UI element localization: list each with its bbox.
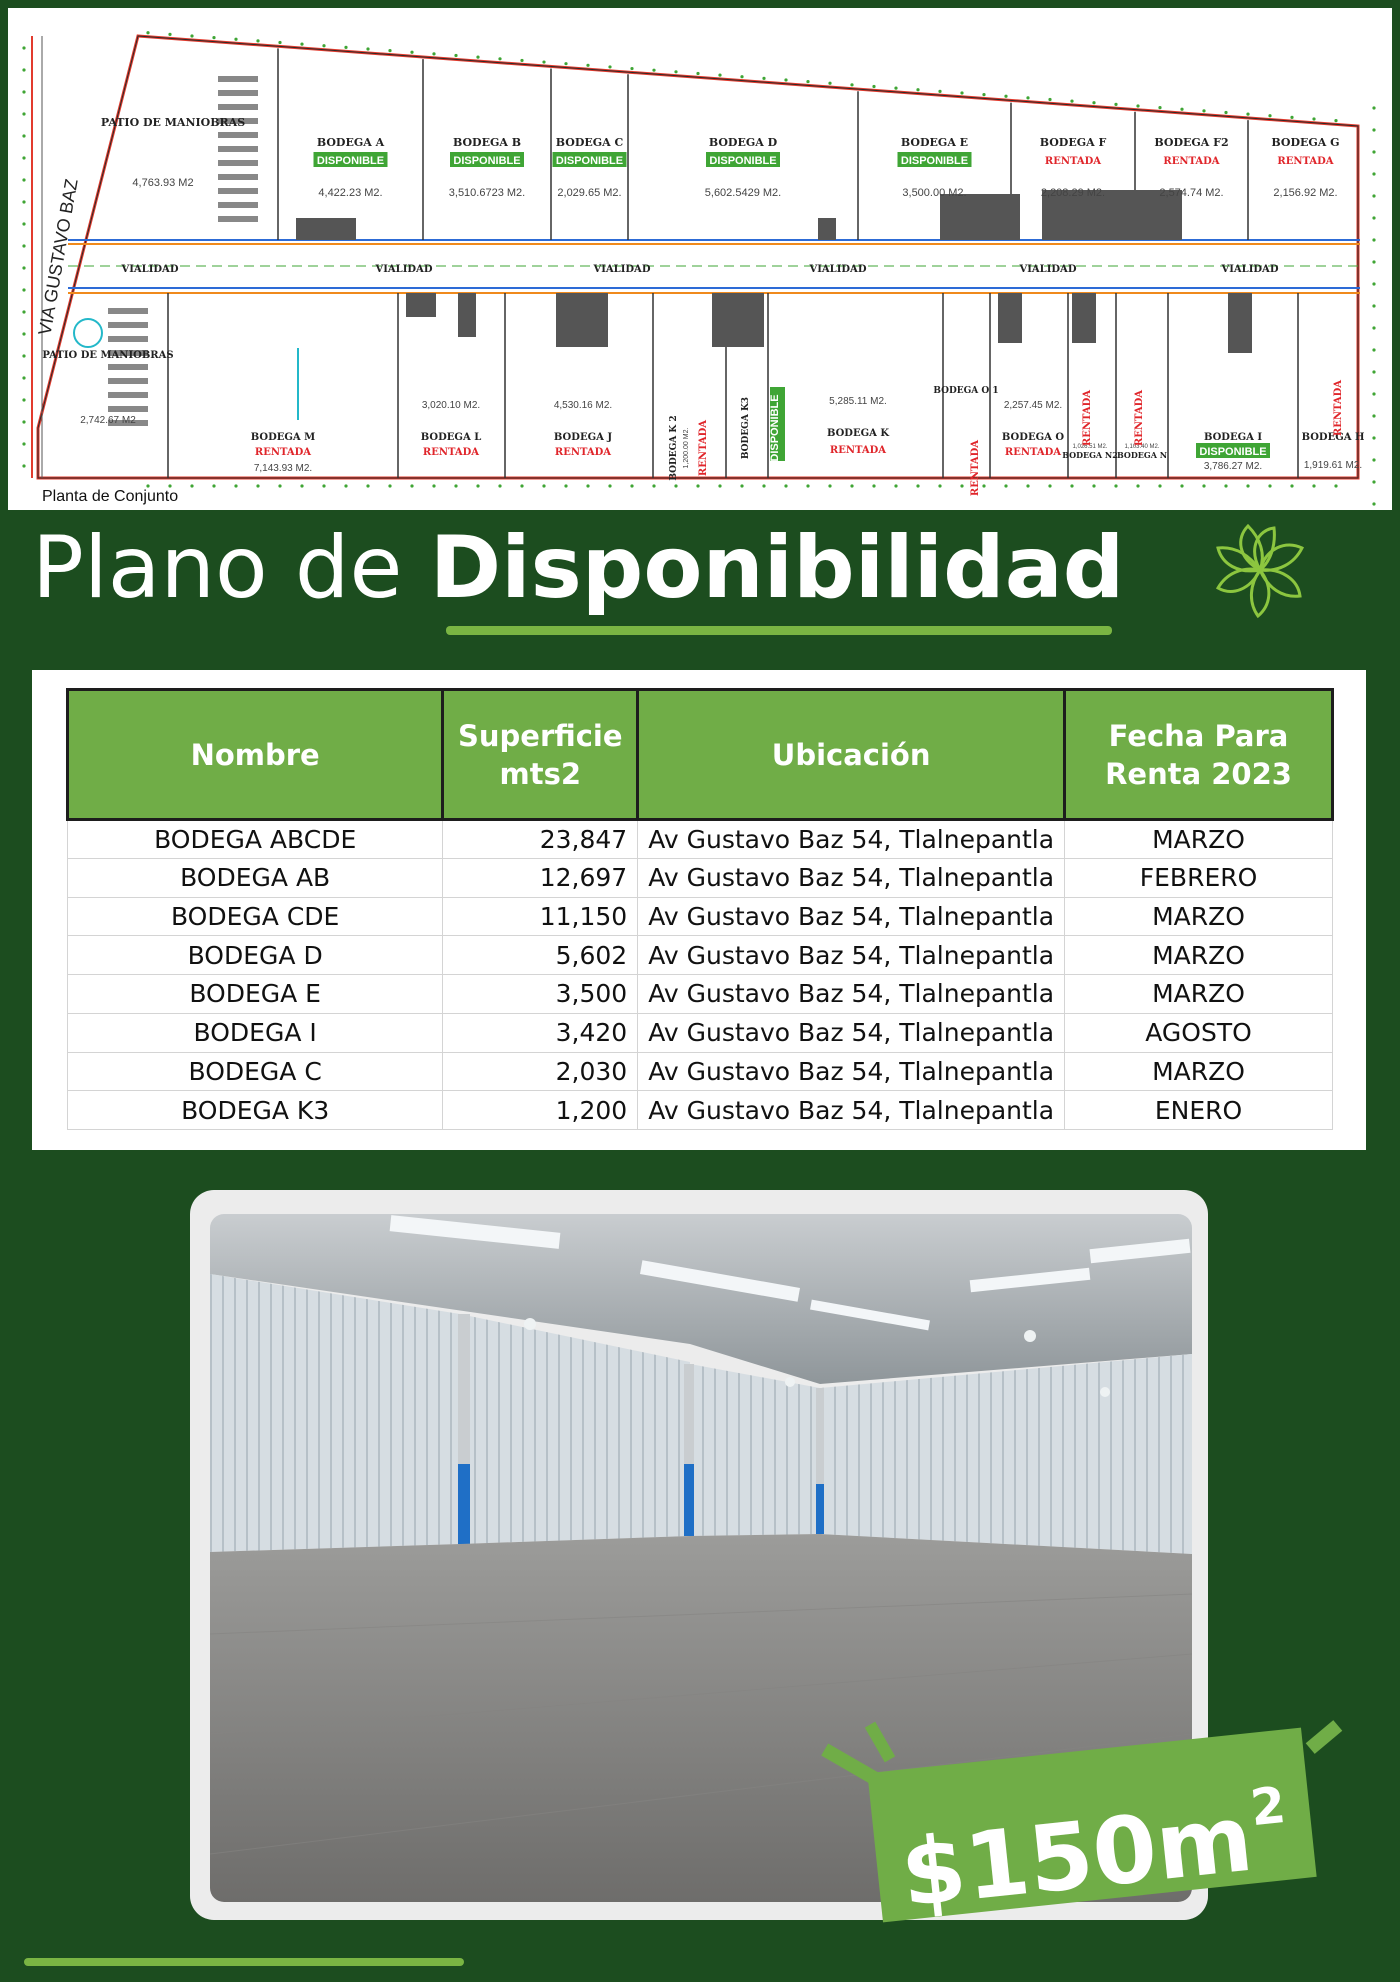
- plan-bodega-name: BODEGA L: [420, 432, 482, 443]
- cell-fecha: MARZO: [1065, 897, 1333, 936]
- plan-road-label: VIALIDAD: [593, 264, 651, 275]
- plan-bodega-area: 2,156.92 M2.: [1273, 187, 1338, 199]
- cell-superficie: 12,697: [443, 858, 638, 897]
- plan-bodega-area: 1,103.40 M2.: [1124, 444, 1160, 450]
- plan-bodega-status: RENTADA: [422, 447, 480, 458]
- plan-bodega-area: 2,574.74 M2.: [1159, 187, 1224, 199]
- price-amount: $150m: [896, 1784, 1258, 1928]
- table-row: [68, 1052, 1333, 1091]
- plan-bodega-area: 3,510.6723 M2.: [448, 187, 526, 199]
- plan-bodega-status: DISPONIBLE: [709, 155, 777, 167]
- plan-bodega-name: BODEGA K 2: [669, 415, 679, 481]
- plan-bodega-name: BODEGA H: [1301, 432, 1365, 443]
- plan-bodega-area: 2,029.65 M2.: [557, 187, 622, 199]
- plan-bodega-area: 1,026.51 M2.: [1072, 444, 1108, 450]
- plan-bodega-name: BODEGA K3: [741, 396, 751, 460]
- cell-superficie: 3,420: [443, 1013, 638, 1052]
- plan-bodega-name: BODEGA I: [1203, 432, 1263, 443]
- cell-ubicacion: Av Gustavo Baz 54, Tlalnepantla: [638, 1013, 1065, 1052]
- cell-nombre: BODEGA I: [68, 1013, 443, 1052]
- plan-bodega-status: RENTADA: [829, 445, 887, 456]
- plan-bodega-status: RENTADA: [1163, 156, 1220, 167]
- plan-bodega-status: RENTADA: [554, 447, 612, 458]
- plan-bodega-name: BODEGA M: [250, 432, 316, 443]
- plan-bodega-status: RENTADA: [1277, 156, 1334, 167]
- page-title-bold: Disponibilidad: [429, 518, 1125, 618]
- plan-bodega-name: BODEGA D: [708, 136, 778, 149]
- cell-fecha: MARZO: [1065, 936, 1333, 975]
- badge-burst-right: [1306, 1720, 1343, 1754]
- cell-superficie: 2,030: [443, 1052, 638, 1091]
- plan-bodega-status: DISPONIBLE: [900, 155, 969, 167]
- cell-ubicacion: Av Gustavo Baz 54, Tlalnepantla: [638, 858, 1065, 897]
- table-row: [68, 975, 1333, 1014]
- table-row: [68, 820, 1333, 859]
- plan-bodega-name: BODEGA N: [1116, 450, 1168, 460]
- cell-fecha: MARZO: [1065, 975, 1333, 1014]
- plan-bodega-area: 5,602.5429 M2.: [704, 187, 782, 199]
- plan-bodega-name: BODEGA G: [1271, 136, 1340, 149]
- availability-table-card: [32, 670, 1366, 1150]
- cell-superficie: 5,602: [443, 936, 638, 975]
- plan-road-label: VIALIDAD: [375, 264, 433, 275]
- plan-road-label: VIALIDAD: [1221, 264, 1279, 275]
- price-exponent: 2: [1247, 1775, 1289, 1838]
- plan-bodega-area: 1,919.61 M2.: [1303, 460, 1363, 471]
- plan-bodega-area: 3,786.27 M2.: [1203, 461, 1263, 472]
- plan-bodega-status: RENTADA: [1044, 156, 1102, 167]
- cell-ubicacion: Av Gustavo Baz 54, Tlalnepantla: [638, 897, 1065, 936]
- cell-ubicacion: Av Gustavo Baz 54, Tlalnepantla: [638, 1091, 1065, 1130]
- cell-ubicacion: Av Gustavo Baz 54, Tlalnepantla: [638, 820, 1065, 859]
- cell-fecha: ENERO: [1065, 1091, 1333, 1130]
- plan-patio-top-area: 4,763.93 M2: [132, 177, 194, 189]
- plan-bodega-name: BODEGA A: [316, 136, 385, 149]
- plan-bodega-name: BODEGA O: [1001, 432, 1065, 443]
- plan-bodega-area: 3,500.00 M2.: [902, 187, 967, 199]
- plan-bodega-status: DISPONIBLE: [316, 155, 385, 167]
- table-row: [68, 858, 1333, 897]
- plan-bodega-name: BODEGA O 1: [933, 386, 999, 396]
- cell-ubicacion: Av Gustavo Baz 54, Tlalnepantla: [638, 936, 1065, 975]
- plan-bodega-area: 2,208.29 M2.: [1040, 187, 1106, 199]
- cell-ubicacion: Av Gustavo Baz 54, Tlalnepantla: [638, 975, 1065, 1014]
- header-superficie: Superficie mts2: [443, 690, 638, 820]
- plan-bodega-status: DISPONIBLE: [1199, 446, 1267, 458]
- plan-bodega-status: DISPONIBLE: [555, 155, 624, 167]
- cell-nombre: BODEGA CDE: [68, 897, 443, 936]
- plan-bodega-name: BODEGA K: [826, 428, 890, 439]
- table-header-row: [68, 690, 1333, 820]
- page-title: [32, 520, 1124, 616]
- plan-bodega-name: BODEGA F: [1039, 136, 1107, 149]
- cell-nombre: BODEGA D: [68, 936, 443, 975]
- plan-bodega-name: BODEGA C: [555, 136, 624, 149]
- plan-bodega-status: DISPONIBLE: [769, 394, 781, 462]
- cell-nombre: BODEGA ABCDE: [68, 820, 443, 859]
- plan-caption: Planta de Conjunto: [42, 488, 179, 505]
- road-name: VIA GUSTAVO BAZ: [34, 177, 82, 337]
- plan-bodega-area: 4,422.23 M2.: [318, 187, 383, 199]
- cell-superficie: 23,847: [443, 820, 638, 859]
- plan-bodega-area: 7,143.93 M2.: [253, 463, 313, 474]
- cell-ubicacion: Av Gustavo Baz 54, Tlalnepantla: [638, 1052, 1065, 1091]
- title-underline: [446, 626, 1112, 635]
- cell-nombre: BODEGA AB: [68, 858, 443, 897]
- plan-road-label: VIALIDAD: [121, 264, 179, 275]
- page-title-light: Plano de: [32, 518, 430, 618]
- table-row: [68, 897, 1333, 936]
- cell-fecha: AGOSTO: [1065, 1013, 1333, 1052]
- plan-bodega-area: 4,530.16 M2.: [553, 400, 613, 411]
- plan-bodega-name: BODEGA B: [452, 136, 522, 149]
- plan-patio-bottom-area: 2,742.67 M2: [80, 415, 136, 426]
- cell-fecha: MARZO: [1065, 820, 1333, 859]
- plan-bodega-name: BODEGA N2: [1062, 450, 1118, 460]
- plan-patio-bottom-name: PATIO DE MANIOBRAS: [42, 350, 174, 361]
- footer-line: [24, 1958, 464, 1966]
- plan-bodega-status: RENTADA: [1333, 379, 1344, 437]
- plan-bodega-area: 2,257.45 M2.: [1003, 400, 1063, 411]
- table-row: [68, 1013, 1333, 1052]
- site-plan: [8, 8, 1392, 510]
- plan-bodega-status: RENTADA: [1004, 447, 1062, 458]
- plan-road-label: VIALIDAD: [809, 264, 867, 275]
- plan-bodega-name: BODEGA J: [553, 432, 613, 443]
- plan-bodega-status: DISPONIBLE: [453, 155, 521, 167]
- plan-bodega-name: BODEGA F2: [1154, 136, 1229, 149]
- cell-fecha: MARZO: [1065, 1052, 1333, 1091]
- site-plan-drawing: [8, 8, 1392, 510]
- availability-table: [66, 688, 1334, 1130]
- plan-bodega-area: 1,200.00 M2.: [683, 427, 690, 469]
- cell-nombre: BODEGA E: [68, 975, 443, 1014]
- plan-patio-top-name: PATIO DE MANIOBRAS: [100, 116, 246, 129]
- plan-bodega-status: RENTADA: [254, 447, 312, 458]
- plan-bodega-area: 5,285.11 M2.: [829, 396, 887, 407]
- plan-bodega-status: RENTADA: [698, 419, 709, 477]
- cell-fecha: FEBRERO: [1065, 858, 1333, 897]
- cell-superficie: 11,150: [443, 897, 638, 936]
- table-row: [68, 1091, 1333, 1130]
- cell-nombre: BODEGA K3: [68, 1091, 443, 1130]
- plan-bodega-status: RENTADA: [1134, 389, 1145, 447]
- plan-bodega-name: BODEGA E: [900, 136, 969, 149]
- table-row: [68, 936, 1333, 975]
- header-ubicacion: Ubicación: [638, 690, 1065, 820]
- header-nombre: Nombre: [68, 690, 443, 820]
- leaf-logo-icon: [1208, 518, 1312, 622]
- cell-superficie: 1,200: [443, 1091, 638, 1130]
- cell-nombre: BODEGA C: [68, 1052, 443, 1091]
- cell-superficie: 3,500: [443, 975, 638, 1014]
- plan-bodega-area: 3,020.10 M2.: [421, 400, 481, 411]
- plan-bodega-status: RENTADA: [970, 439, 981, 497]
- plan-bodega-status: RENTADA: [1082, 389, 1093, 447]
- plan-road-label: VIALIDAD: [1019, 264, 1077, 275]
- header-fecha: Fecha Para Renta 2023: [1065, 690, 1333, 820]
